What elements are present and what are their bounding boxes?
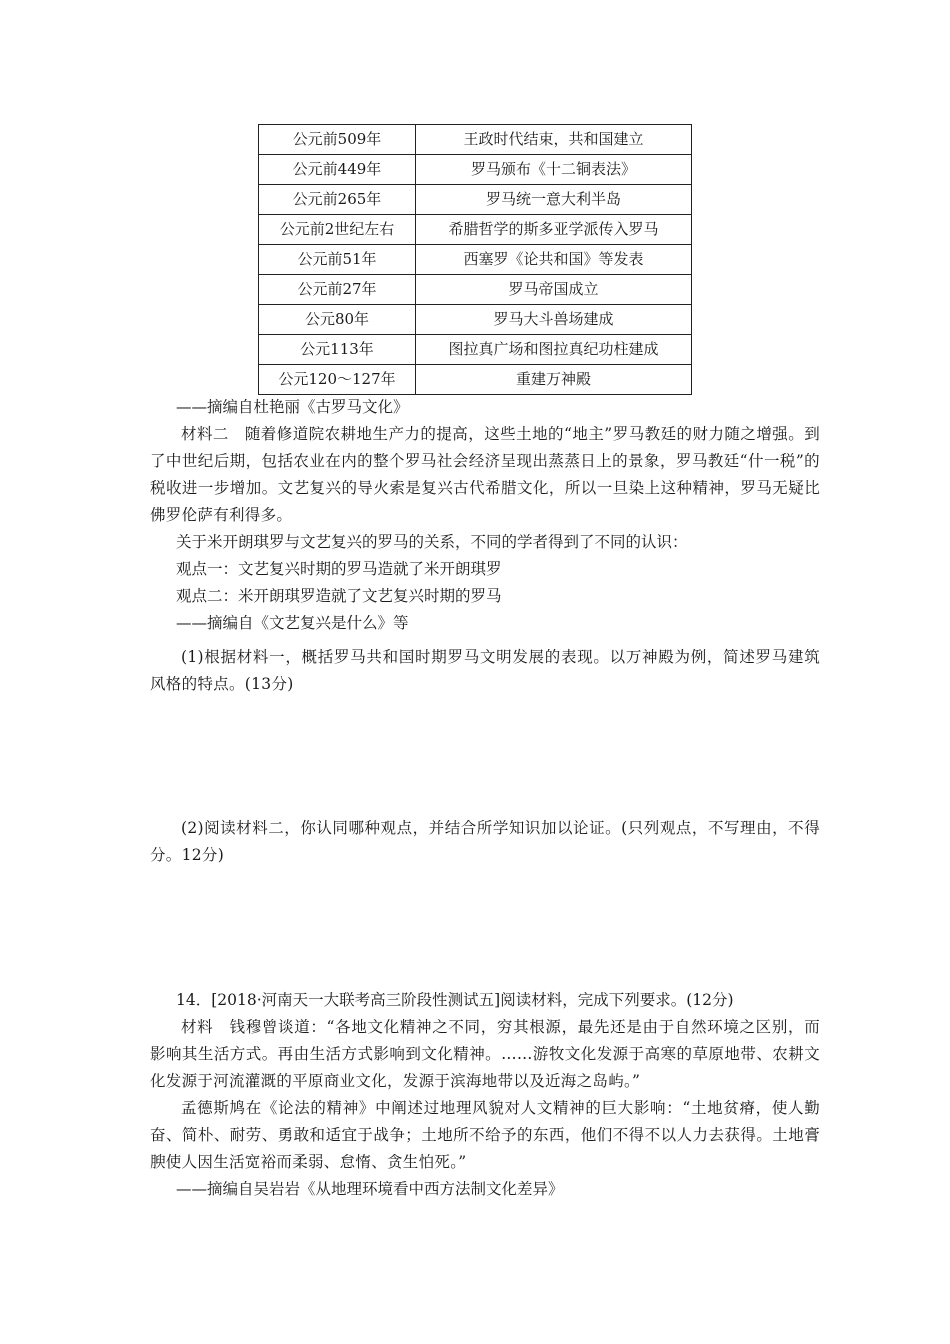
- source-citation-1: ——摘编自杜艳丽《古罗马文化》: [176, 398, 409, 416]
- question-14-material: 材料 钱穆曾谈道：“各地文化精神之不同，穷其根源，最先还是由于自然环境之区别，而影响其生活方式。再由生活方式影响到文化精神。……游牧文化发源于高寒的草原地带、农耕文化发源于河流灌溉的平原商业文化，发源于滨海地带以及近海之岛屿。”: [150, 1018, 820, 1090]
- timeline-row: [259, 335, 692, 365]
- source-citation-2: ——摘编自《文艺复兴是什么》等: [176, 614, 409, 632]
- timeline-event-cell: 罗马大斗兽场建成: [416, 305, 692, 335]
- timeline-table-body: [259, 125, 692, 395]
- timeline-row: [259, 125, 692, 155]
- timeline-row: [259, 245, 692, 275]
- question-14-header: 14．[2018·河南天一大联考高三阶段性测试五]阅读材料，完成下列要求。(12分): [176, 991, 734, 1009]
- timeline-row: [259, 305, 692, 335]
- viewpoint-1: 观点一：文艺复兴时期的罗马造就了米开朗琪罗: [176, 560, 502, 578]
- timeline-row: [259, 155, 692, 185]
- source-citation-3: ——摘编自吴岩岩《从地理环境看中西方法制文化差异》: [176, 1180, 564, 1198]
- timeline-date-cell: 公元120～127年: [259, 365, 416, 395]
- timeline-date-cell: 公元前509年: [259, 125, 416, 155]
- timeline-date-cell: 公元113年: [259, 335, 416, 365]
- timeline-date-cell: 公元前2世纪左右: [259, 215, 416, 245]
- timeline-date-cell: 公元前51年: [259, 245, 416, 275]
- timeline-row: [259, 275, 692, 305]
- timeline-event-cell: 希腊哲学的斯多亚学派传入罗马: [416, 215, 692, 245]
- timeline-event-cell: 罗马帝国成立: [416, 275, 692, 305]
- question-14-montesquieu: 孟德斯鸠在《论法的精神》中阐述过地理风貌对人文精神的巨大影响：“土地贫瘠，使人勤奋、简朴、耐劳、勇敢和适宜于战争；土地所不给予的东西，他们不得不以人力去获得。土地膏腴使人因生活宽裕而柔弱、怠惰、贪生怕死。”: [150, 1099, 820, 1171]
- material-2-paragraph: 材料二 随着修道院农耕地生产力的提高，这些土地的“地主”罗马教廷的财力随之增强。到了中世纪后期，包括农业在内的整个罗马社会经济呈现出蒸蒸日上的景象，罗马教廷“什一税”的税收进一步增加。文艺复兴的导火索是复兴古代希腊文化，所以一旦染上这种精神，罗马无疑比佛罗伦萨有利得多。: [150, 425, 820, 524]
- timeline-event-cell: 重建万神殿: [416, 365, 692, 395]
- timeline-table: [258, 124, 692, 395]
- timeline-date-cell: 公元80年: [259, 305, 416, 335]
- timeline-event-cell: 西塞罗《论共和国》等发表: [416, 245, 692, 275]
- timeline-row: [259, 185, 692, 215]
- timeline-event-cell: 罗马统一意大利半岛: [416, 185, 692, 215]
- timeline-date-cell: 公元前265年: [259, 185, 416, 215]
- timeline-row: [259, 215, 692, 245]
- question-2: (2)阅读材料二，你认同哪种观点，并结合所学知识加以论证。(只列观点，不写理由，不得分。12分): [150, 819, 820, 864]
- timeline-event-cell: 图拉真广场和图拉真纪功柱建成: [416, 335, 692, 365]
- viewpoint-2: 观点二：米开朗琪罗造就了文艺复兴时期的罗马: [176, 587, 502, 605]
- timeline-date-cell: 公元前449年: [259, 155, 416, 185]
- question-1: (1)根据材料一，概括罗马共和国时期罗马文明发展的表现。以万神殿为例，简述罗马建筑风格的特点。(13分): [150, 648, 820, 693]
- relation-intro: 关于米开朗琪罗与文艺复兴的罗马的关系，不同的学者得到了不同的认识：: [176, 533, 688, 551]
- timeline-event-cell: 罗马颁布《十二铜表法》: [416, 155, 692, 185]
- timeline-date-cell: 公元前27年: [259, 275, 416, 305]
- timeline-event-cell: 王政时代结束，共和国建立: [416, 125, 692, 155]
- timeline-row: [259, 365, 692, 395]
